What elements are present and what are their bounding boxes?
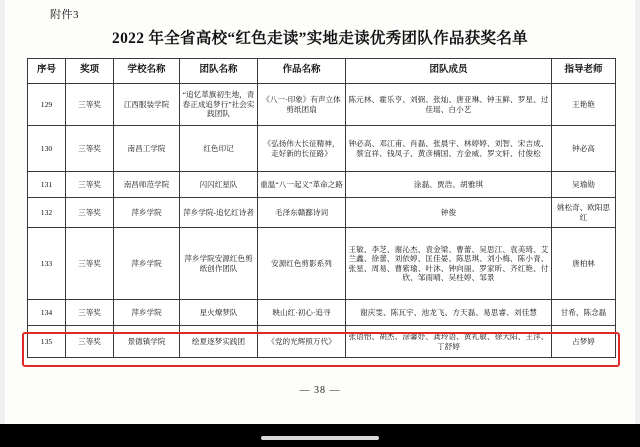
cell-team: 萍乡学院-追忆红诗者 bbox=[180, 198, 258, 228]
cell-teacher: 吴瑜勋 bbox=[552, 172, 616, 198]
cell-members: 王敏、李芝、谢沁杰、袁金梁、曹蕾、吴思江、袁美琦、艾兰鑫、徐蕾、刘依婷、匡佳晏、陈思琪、刘小梅、陈小青、张星、周易、曹紫瑜、叶沐、钟向丽、罗家昕、齐红艳、付欣、邹雨晴、吴柱婷、邹景 bbox=[346, 228, 552, 300]
table-header-row bbox=[28, 59, 616, 84]
cell-no: 133 bbox=[28, 228, 66, 300]
column-header-team: 团队名称 bbox=[180, 59, 258, 84]
cell-school: 景德镇学院 bbox=[114, 326, 180, 358]
table-row bbox=[28, 228, 616, 300]
cell-teacher: 甘希、陈念磊 bbox=[552, 300, 616, 326]
cell-no: 131 bbox=[28, 172, 66, 198]
column-header-school: 学校名称 bbox=[114, 59, 180, 84]
cell-work: 映山红·初心·追寻 bbox=[258, 300, 346, 326]
cell-school: 萍乡学院 bbox=[114, 198, 180, 228]
cell-members: 张语怡、胡杰、涂馨妤、龚玲语、黄礼敏、徐大阳、王洋、丁舒婷 bbox=[346, 326, 552, 358]
cell-teacher: 姚松奇、欧阳思红 bbox=[552, 198, 616, 228]
cell-work: 《党的光辉照万代》 bbox=[258, 326, 346, 358]
cell-team: 红色印记 bbox=[180, 126, 258, 172]
cell-prize: 三等奖 bbox=[66, 300, 114, 326]
column-header-prize: 奖项 bbox=[66, 59, 114, 84]
cell-teacher: 王艳艳 bbox=[552, 84, 616, 126]
cell-members: 涂磊、贾浩、胡雅琪 bbox=[346, 172, 552, 198]
cell-team: 萍乡学院安源红色剪纸创作团队 bbox=[180, 228, 258, 300]
cell-no: 129 bbox=[28, 84, 66, 126]
cell-teacher: 占梦婷 bbox=[552, 326, 616, 358]
table-row bbox=[28, 300, 616, 326]
cell-school: 萍乡学院 bbox=[114, 300, 180, 326]
cell-prize: 三等奖 bbox=[66, 84, 114, 126]
cell-school: 江西服装学院 bbox=[114, 84, 180, 126]
cell-school: 南昌工学院 bbox=[114, 126, 180, 172]
table-row-highlighted bbox=[28, 326, 616, 358]
cell-no: 130 bbox=[28, 126, 66, 172]
cell-work: 安源红色剪影系列 bbox=[258, 228, 346, 300]
cell-team: 星火燎梦队 bbox=[180, 300, 258, 326]
cell-members: 谢庆雯、陈瓦宇、池龙飞、方天磊、易思睿、刘佳慧 bbox=[346, 300, 552, 326]
page-title: 2022 年全省高校“红色走读”实地走读优秀团队作品获奖名单 bbox=[112, 30, 528, 47]
page-footer-number: — 38 — bbox=[299, 385, 341, 396]
cell-teacher: 钟必高 bbox=[552, 126, 616, 172]
cell-school: 南昌师范学院 bbox=[114, 172, 180, 198]
cell-team: 闪闪红星队 bbox=[180, 172, 258, 198]
cell-prize: 三等奖 bbox=[66, 326, 114, 358]
cell-work: 《八一·印象》有声立体剪纸团扇 bbox=[258, 84, 346, 126]
cell-prize: 三等奖 bbox=[66, 126, 114, 172]
page-left-edge bbox=[0, 0, 5, 424]
cell-team: “追忆革旗初生地，青春正成追梦行”社会实践团队 bbox=[180, 84, 258, 126]
cell-prize: 三等奖 bbox=[66, 228, 114, 300]
home-indicator[interactable] bbox=[261, 436, 379, 440]
cell-work: 毛泽东赣鄱诗词 bbox=[258, 198, 346, 228]
table-row bbox=[28, 84, 616, 126]
table-row bbox=[28, 172, 616, 198]
cell-no: 135 bbox=[28, 326, 66, 358]
cell-prize: 三等奖 bbox=[66, 172, 114, 198]
cell-members: 陈元林、霍乐亨、刘弼、张灿、唐亚琳、钟玉鲜、罗星、过佳瑶、白小艺 bbox=[346, 84, 552, 126]
cell-work: 《弘扬伟大长征精神，走好新的长征路》 bbox=[258, 126, 346, 172]
cell-teacher: 唐柏林 bbox=[552, 228, 616, 300]
cell-prize: 三等奖 bbox=[66, 198, 114, 228]
column-header-teacher: 指导老师 bbox=[552, 59, 616, 84]
page-right-edge bbox=[635, 0, 640, 424]
column-header-no: 序号 bbox=[28, 59, 66, 84]
table-row bbox=[28, 126, 616, 172]
cell-no: 132 bbox=[28, 198, 66, 228]
column-header-members: 团队成员 bbox=[346, 59, 552, 84]
cell-work: 重温“八一起义”革命之路 bbox=[258, 172, 346, 198]
column-header-work: 作品名称 bbox=[258, 59, 346, 84]
cell-members: 钟俊 bbox=[346, 198, 552, 228]
cell-no: 134 bbox=[28, 300, 66, 326]
award-list-table bbox=[27, 58, 616, 358]
table-row bbox=[28, 198, 616, 228]
attachment-label: 附件3 bbox=[50, 9, 79, 21]
cell-team: 绘夏逐梦实践团 bbox=[180, 326, 258, 358]
cell-school: 萍乡学院 bbox=[114, 228, 180, 300]
cell-members: 钟必高、邓江甫、肖磊、张晨宇、林婷婷、刘智、宋吉成、蔡宜祥、钱凤子、黄彦楠国、方金威、罗文轩、付俊松 bbox=[346, 126, 552, 172]
